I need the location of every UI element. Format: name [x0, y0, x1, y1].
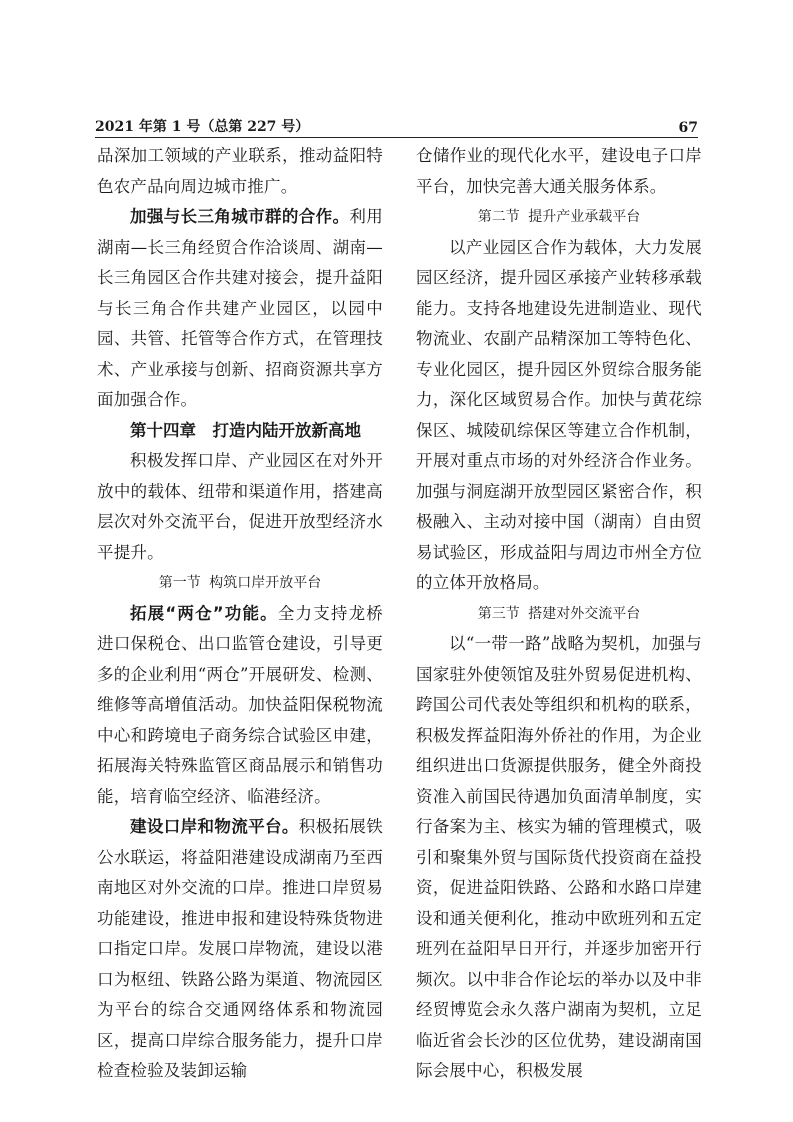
paragraph-lead: 建设口岸和物流平台。: [130, 817, 299, 836]
paragraph: 仓储作业的现代化水平，建设电子口岸平台，加快完善大通关服务体系。: [416, 146, 702, 196]
issue-label: 2021 年第 1 号（总第 227 号）: [95, 119, 310, 135]
paragraph-body: 积极拓展铁公水联运，将益阳港建设成湖南乃至西南地区对外交流的口岸。推进口岸贸易功能建设，推进申报和建设特殊货物进口指定口岸。发展口岸物流，建设以港口为枢纽、铁路公路为渠道、物流园区为平台的综合交通网络体系和物流园区，提高口岸综合服务能力，提升口岸检查检验及装卸运输: [97, 817, 384, 1080]
section-title: 第一节 构筑口岸开放平台: [158, 575, 322, 591]
header-rule: [95, 137, 698, 138]
paragraph-body: 利用湖南—长三角经贸合作洽谈周、湖南—长三角园区合作共建对接会，提升益阳与长三角合作共建产业园区，以园中园、共管、托管等合作方式，在管理技术、产业承接与创新、招商资源共享方面加强合作。: [97, 207, 383, 409]
paragraph-body: 全力支持龙桥进口保税仓、出口监管仓建设，引导更多的企业利用“两仓”开展研发、检测、维修等高增值活动。加快益阳保税物流中心和跨境电子商务综合试验区申建，拓展海关特殊监管区商品展示和销售功能，培育临空经济、临港经济。: [97, 603, 383, 806]
paragraph-lead: 拓展“两仓”功能。: [130, 603, 278, 623]
section-title: 第三节 搭建对外交流平台: [477, 605, 641, 622]
left-column: [97, 141, 383, 1087]
paragraph: 积极发挥口岸、产业园区在对外开放中的载体、纽带和渠道作用，搭建高层次对外交流平台，促进开放型经济水平提升。: [97, 451, 383, 562]
paragraph: [97, 202, 383, 416]
paragraph: [97, 599, 383, 813]
right-column: [416, 141, 702, 1087]
page-header: [95, 118, 698, 136]
paragraph: 品深加工领域的产业联系，推动益阳特色农产品向周边城市推广。: [97, 146, 383, 196]
paragraph-lead: 加强与长三角城市群的合作。: [130, 207, 350, 226]
section-title: 第二节 提升产业承载平台: [477, 209, 641, 225]
paragraph: [97, 812, 383, 1087]
page-number: 67: [678, 120, 698, 136]
paragraph: 以“一带一路”战略为契机，加强与国家驻外使领馆及驻外贸易促进机构、跨国公司代表处等组织和机构的联系，积极发挥益阳海外侨社的作用，为企业组织进出口货源提供服务，健全外商投资准入前国民待遇加负面清单制度，实行备案为主、核实为辅的管理模式，吸引和聚集外贸与国际货代投资商在益投资，促进益阳铁路、公路和水路口岸建设和通关便利化，推动中欧班列和五定班列在益阳早日开行，并逐步加密开行频次。以中非合作论坛的举办以及中非经贸博览会永久落户湖南为契机，立足临近省会长沙的区位优势，建设湖南国际会展中心，积极发展: [416, 634, 702, 1080]
paragraph: 以产业园区合作为载体，大力发展园区经济，提升园区承接产业转移承载能力。支持各地建设先进制造业、现代物流业、农副产品精深加工等特色化、专业化园区，提升园区外贸综合服务能力，深化区域贸易合作。加快与黄花综保区、城陵矶综保区等建立合作机制，开展对重点市场的对外经济合作业务。加强与洞庭湖开放型园区紧密合作，积极融入、主动对接中国（湖南）自由贸易试验区，形成益阳与周边市州全方位的立体开放格局。: [416, 237, 702, 592]
chapter-title: 第十四章 打造内陆开放新高地: [130, 420, 361, 440]
